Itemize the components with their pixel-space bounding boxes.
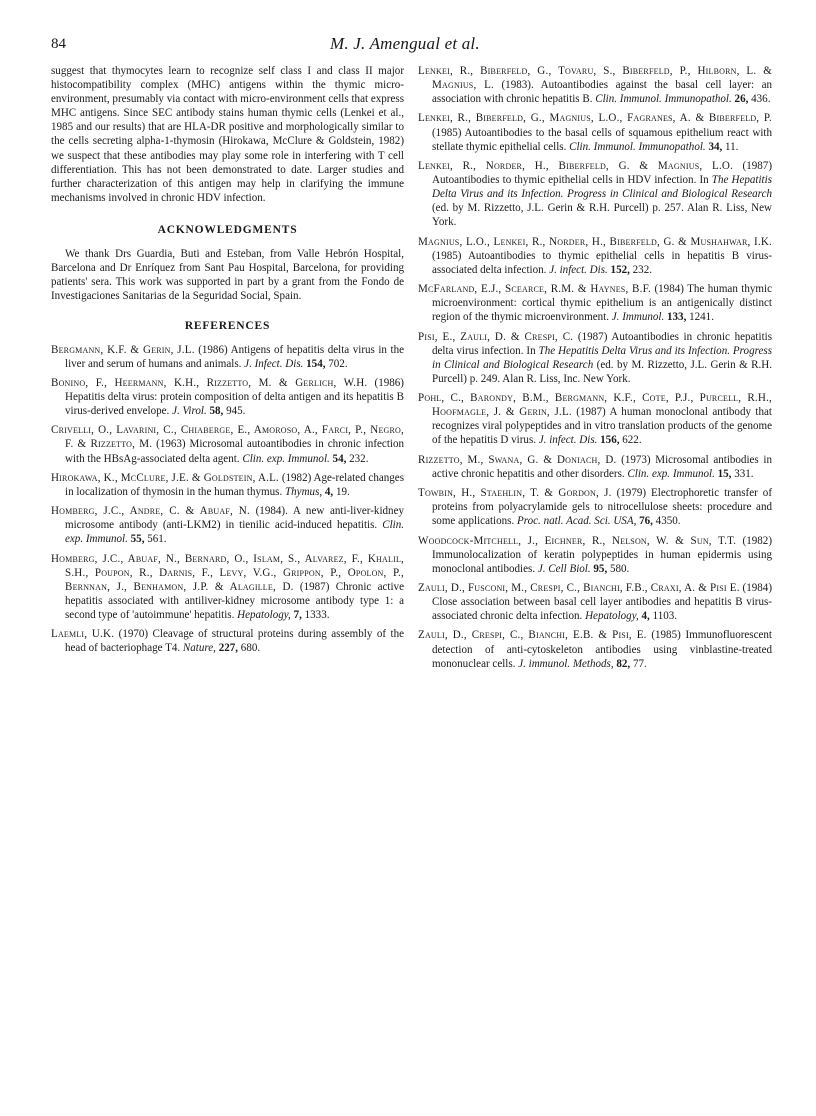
reference-text: (1983). Autoantibodies against the basal cell layer: an association with chronic hepatitis B. bbox=[432, 79, 773, 106]
reference-volume: 4, bbox=[638, 610, 650, 623]
reference-pages: 4350. bbox=[652, 515, 681, 528]
reference-volume: 34, bbox=[705, 140, 723, 153]
reference-text: (1984). A new anti-liver-kidney microsome antibody (anti-LKM2) in tienilic acid-induced hepatitis. bbox=[65, 505, 404, 532]
reference-pages: 580. bbox=[607, 562, 630, 575]
reference-pages: 1333. bbox=[301, 609, 330, 622]
reference-journal: J. Cell Biol. bbox=[537, 562, 591, 575]
reference-text: (1985) Immunofluorescent detection of anti-cytoskeleton antibodies using vinblastine-treated mononuclear cells. bbox=[432, 629, 773, 670]
reference-volume: 7, bbox=[290, 609, 302, 622]
reference-item bbox=[418, 64, 772, 106]
reference-pages: (ed. by M. Rizzetto, J.L. Gerin & R.H. Purcell) p. 249. Alan R. Liss, Inc. New York. bbox=[432, 358, 772, 385]
reference-authors: Pisi, E., Zauli, D. & Crespi, C. bbox=[418, 330, 574, 343]
reference-volume: 4, bbox=[322, 485, 334, 498]
reference-text: (1982) Immunolocalization of keratin polypeptides in human epidermis using monoclonal antibodies. bbox=[432, 534, 772, 575]
reference-pages: 680. bbox=[238, 642, 261, 655]
reference-journal: Clin. exp. Immunol. bbox=[65, 519, 404, 546]
left-column bbox=[51, 64, 404, 661]
reference-authors: Bergmann, K.F. & Gerin, J.L. bbox=[51, 343, 195, 356]
reference-item bbox=[418, 235, 772, 277]
reference-pages: 77. bbox=[630, 657, 647, 670]
reference-volume: 133, bbox=[664, 311, 687, 324]
reference-journal: Hepatology, bbox=[585, 610, 639, 623]
reference-item bbox=[418, 159, 772, 229]
reference-text: (1987) Autoantibodies to thymic epithelial cells in HDV infection. In bbox=[432, 159, 772, 187]
reference-text: (1963) Microsomal autoantibodies in chronic infection with the HBsAg-associated delta agent. bbox=[65, 438, 405, 465]
reference-journal: Thymus, bbox=[285, 485, 323, 498]
reference-item bbox=[51, 552, 404, 622]
reference-journal: Clin. exp. Immunol. bbox=[242, 452, 330, 465]
reference-authors: Zauli, D., Fusconi, M., Crespi, C., Bianchi, F.B., Craxi, A. & Pisi E. bbox=[418, 581, 740, 594]
reference-authors: Hirokawa, K., McClure, J.E. & Goldstein, A.L. bbox=[51, 471, 280, 484]
reference-volume: 55, bbox=[127, 533, 145, 546]
reference-item bbox=[418, 581, 772, 623]
reference-item bbox=[418, 330, 772, 386]
reference-text: (1985) Autoantibodies to thymic epithelial cells in hepatitis B virus-associated delta infection. bbox=[432, 249, 772, 276]
reference-volume: 154, bbox=[303, 357, 326, 370]
reference-item bbox=[418, 111, 772, 153]
discussion-paragraph: suggest that thymocytes learn to recognize self class I and class II major histocompatibility complex (MHC) antigens within the thymic micro-environment, presumably via contact with micro-environment cells that express MHC antigens. Since SEC antibody stains human thymic cells (Lenkei et al., 1985 and our results) that are HLA-DR positive and morphologically similar to the cells secreting alpha-1-thymosin (Hirokawa, McClure & Goldstein, 1982) we suspect that these antibodies may play some role in interfering with T cell differentiation. This has not been demonstrated to date. Larger studies and further characterization of this antigen may help in clarifying the immune mechanisms involved in chronic HDV infection. bbox=[51, 65, 404, 204]
reference-authors: Crivelli, O., Lavarini, C., Chiaberge, E., Amoroso, A., Farci, P., Negro, F. & Rizzetto, M. bbox=[51, 424, 404, 451]
reference-item bbox=[51, 627, 404, 655]
reference-text: (1973) Microsomal antibodies in active chronic hepatitis and other disorders. bbox=[432, 453, 772, 480]
reference-journal: Clin. Immunol. Immunopathol. bbox=[569, 140, 706, 153]
reference-item bbox=[418, 628, 772, 670]
reference-journal: J. infect. Dis. bbox=[538, 434, 598, 447]
reference-journal: The Hepatitis Delta Virus and its Infection. Progress in Clinical and Biological Research bbox=[432, 174, 772, 201]
references-list-left bbox=[51, 343, 404, 656]
reference-text: (1970) Cleavage of structural proteins during assembly of the head of bacteriophage T4. bbox=[65, 628, 404, 655]
reference-item bbox=[51, 423, 404, 465]
reference-journal: Proc. natl. Acad. Sci. USA, bbox=[516, 515, 637, 528]
reference-authors: Laemli, U.K. bbox=[51, 628, 115, 641]
reference-authors: Pohl, C., Barondy, B.M., Bergmann, K.F., Cote, P.J., Purcell, R.H., Hoofmagle, J. & Gerin, J.L. bbox=[418, 392, 772, 419]
reference-volume: 95, bbox=[590, 562, 608, 575]
reference-volume: 15, bbox=[714, 467, 732, 480]
reference-volume: 76, bbox=[636, 515, 653, 528]
reference-volume: 227, bbox=[215, 642, 239, 655]
reference-volume: 82, bbox=[613, 657, 631, 670]
reference-journal: J. Immunol. bbox=[611, 311, 665, 324]
reference-pages: 702. bbox=[325, 357, 348, 370]
reference-volume: 152, bbox=[607, 263, 630, 276]
reference-pages: 19. bbox=[333, 485, 350, 498]
reference-authors: Homberg, J.C., Abuaf, N., Bernard, O., Islam, S., Alvarez, F., Khalil, S.H., Poupon, R., Darnis, F., Levy, V.G., Grippon, P., Opolon, P., Bernnan, J., Benhamon, J.P. & Alagille, D. bbox=[51, 552, 404, 593]
reference-authors: Woodcock-Mitchell, J., Eichner, R., Nelson, W. & Sun, T.T. bbox=[418, 534, 737, 547]
reference-text: (1982) Age-related changes in localization of thymosin in the human thymus. bbox=[65, 471, 404, 498]
references-list-right bbox=[418, 64, 772, 671]
reference-pages: 1241. bbox=[686, 311, 714, 324]
reference-authors: Lenkei, R., Norder, H., Biberfeld, G. & Magnius, L.O. bbox=[418, 159, 734, 172]
reference-text: (1979) Electrophoretic transfer of proteins from polyacrylamide gels to nitrocellulose sheets: procedure and some applications. bbox=[432, 487, 772, 528]
reference-pages: 1103. bbox=[649, 610, 678, 623]
reference-item bbox=[418, 282, 772, 324]
reference-item bbox=[418, 534, 772, 576]
reference-item bbox=[418, 391, 772, 447]
reference-volume: 156, bbox=[597, 434, 620, 447]
reference-authors: Bonino, F., Heermann, K.H., Rizzetto, M. & Gerlich, W.H. bbox=[51, 376, 368, 389]
reference-text: (1985) Autoantibodies to the basal cells of squamous epithelium react with stellate thymic epithelial cells. bbox=[432, 126, 772, 153]
reference-text: (1987) Autoantibodies in chronic hepatitis delta virus infection. In bbox=[432, 330, 773, 357]
reference-text: (1987) A human monoclonal antibody that recognizes viral polypeptides and in vitro translation products of the genome of the hepatitis D virus. bbox=[432, 406, 772, 447]
reference-text: (1984) Close association between basal cell layer antibodies and hepatitis B virus-associated chronic delta infection. bbox=[432, 581, 772, 623]
reference-authors: Lenkei, R., Biberfeld, G., Magnius, L.O., Fagranes, A. & Biberfeld, P. bbox=[418, 112, 772, 125]
reference-journal: The Hepatitis Delta Virus and its Infection. Progress in Clinical and Biological Research bbox=[432, 344, 772, 371]
running-head: M. J. Amengual et al. bbox=[330, 34, 480, 53]
reference-item bbox=[51, 376, 404, 418]
reference-authors: Rizzetto, M., Swana, G. & Doniach, D. bbox=[418, 453, 617, 466]
reference-journal: Clin. Immunol. Immunopathol. bbox=[595, 93, 732, 106]
reference-journal: Clin. exp. Immunol. bbox=[627, 467, 715, 480]
page-number: 84 bbox=[51, 36, 66, 52]
reference-pages: 232. bbox=[346, 452, 369, 465]
reference-item bbox=[51, 471, 404, 499]
acknowledgments-text: We thank Drs Guardia, Buti and Esteban, from Valle Hebrón Hospital, Barcelona and Dr Enríquez from Sant Pau Hospital, Barcelona, for providing patients' sera. This work was supported in part by a grant from the Fondo de Investigaciones Sanitarias de la Seguridad Social, Spain. bbox=[51, 248, 404, 303]
reference-text: (1987) Chronic active hepatitis associated with antiliver-kidney microsome antibody type 1: a second type of 'autoimmune' hepatitis. bbox=[65, 580, 404, 622]
reference-journal: J. infect. Dis. bbox=[549, 263, 608, 276]
reference-item bbox=[418, 486, 772, 528]
reference-pages: 561. bbox=[144, 533, 167, 546]
reference-text: (1986) Antigens of hepatitis delta virus in the liver and serum of humans and animals. bbox=[65, 343, 404, 370]
reference-authors: Lenkei, R., Biberfeld, G., Tovaru, S., Biberfeld, P., Hilborn, L. & Magnius, L. bbox=[418, 65, 772, 92]
reference-authors: McFarland, E.J., Scearce, R.M. & Haynes, B.F. bbox=[418, 283, 652, 296]
reference-journal: J. Infect. Dis. bbox=[244, 357, 304, 370]
reference-item bbox=[51, 343, 404, 371]
reference-pages: 232. bbox=[629, 263, 652, 276]
reference-volume: 58, bbox=[206, 405, 224, 418]
references-heading: REFERENCES bbox=[184, 320, 271, 333]
acknowledgments-heading: ACKNOWLEDGMENTS bbox=[157, 223, 298, 236]
reference-pages: 331. bbox=[731, 467, 754, 480]
reference-volume: 54, bbox=[329, 452, 347, 465]
reference-pages: 622. bbox=[619, 434, 642, 447]
reference-journal: Hepatology, bbox=[237, 609, 291, 622]
reference-authors: Magnius, L.O., Lenkei, R., Norder, H., Biberfeld, G. & Mushahwar, I.K. bbox=[418, 235, 772, 248]
reference-journal: Nature, bbox=[182, 642, 216, 655]
reference-authors: Homberg, J.C., Andre, C. & Abuaf, N. bbox=[51, 505, 250, 518]
reference-journal: J. Virol. bbox=[172, 405, 207, 418]
reference-pages: 11. bbox=[722, 140, 739, 153]
reference-item bbox=[418, 453, 772, 481]
reference-journal: J. immunol. Methods, bbox=[518, 657, 614, 670]
reference-authors: Towbin, H., Staehlin, T. & Gordon, J. bbox=[418, 487, 612, 500]
reference-volume: 26, bbox=[731, 93, 749, 106]
reference-pages: (ed. by M. Rizzetto, J.L. Gerin & R.H. Purcell) p. 257. Alan R. Liss, New York. bbox=[432, 202, 772, 229]
reference-text: (1984) The human thymic microenvironment: cortical thymic epithelium is an antigenically distinct region of the thymic microenvironment. bbox=[432, 283, 772, 324]
reference-pages: 436. bbox=[748, 93, 771, 106]
reference-authors: Zauli, D., Crespi, C., Bianchi, E.B. & Pisi, E. bbox=[418, 629, 647, 642]
right-column bbox=[418, 64, 772, 676]
reference-item bbox=[51, 504, 404, 546]
reference-text: (1986) Hepatitis delta virus: protein composition of delta antigen and its hepatitis B virus-derived envelope. bbox=[65, 376, 404, 418]
reference-pages: 945. bbox=[223, 405, 246, 418]
